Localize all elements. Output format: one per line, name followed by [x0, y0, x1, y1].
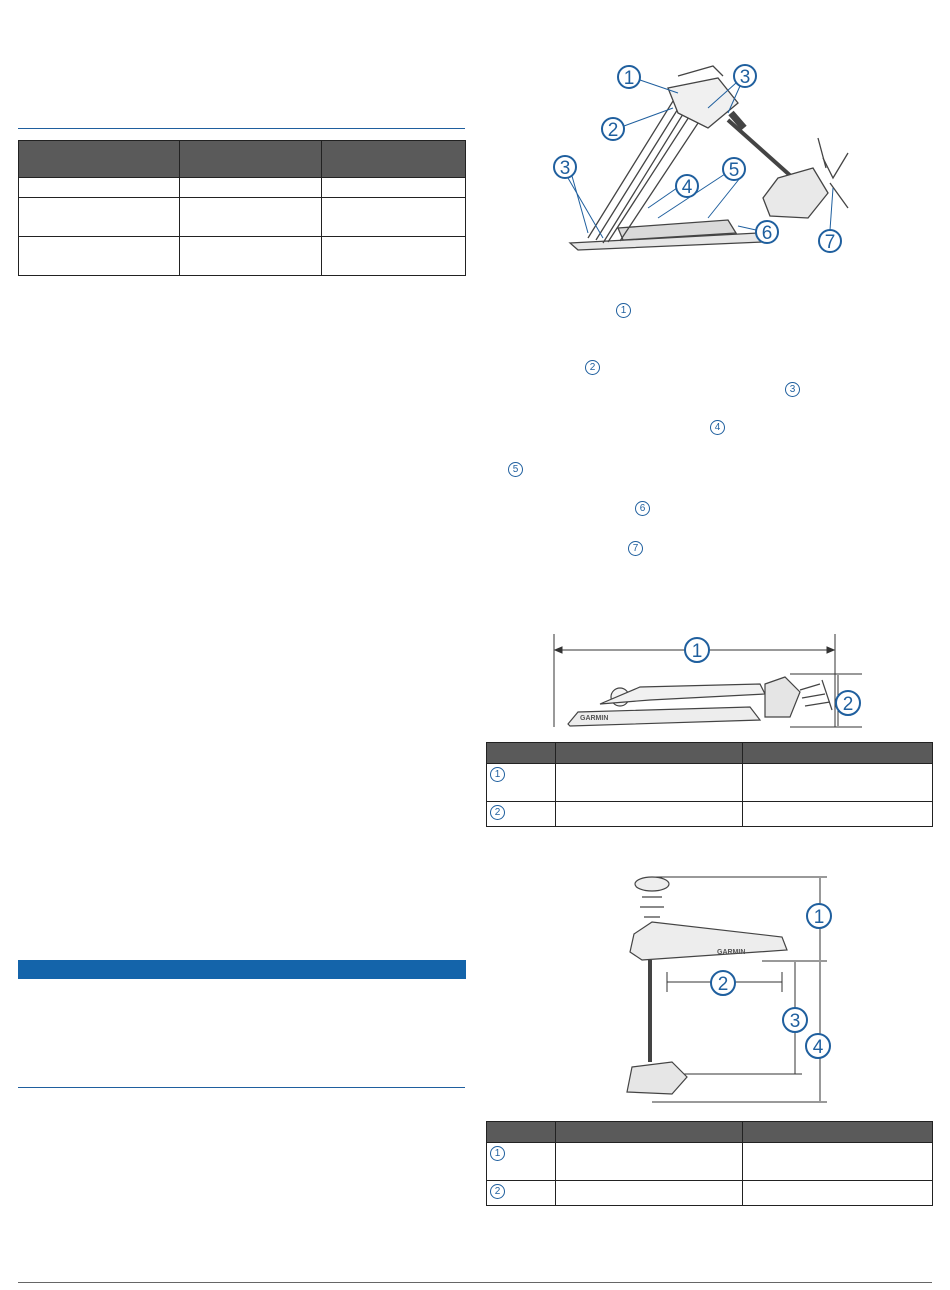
callout-3b: 3	[559, 158, 571, 179]
section-rule	[18, 1087, 465, 1088]
callout-6: 6	[761, 223, 773, 244]
legend-callout-6: 6	[635, 501, 650, 516]
row-callout: 1	[490, 1146, 505, 1161]
legend-callout-7: 7	[628, 541, 643, 556]
callout-2: 2	[607, 120, 619, 141]
legend-callout-1: 1	[616, 303, 631, 318]
stowed-dimensions-figure	[550, 632, 866, 730]
stowed-callout-2: 2	[842, 694, 854, 715]
notice-banner	[18, 960, 466, 979]
stowed-callout-1: 1	[691, 641, 703, 662]
deployed-callout-4: 4	[812, 1037, 824, 1058]
callout-3: 3	[739, 67, 751, 88]
callout-1: 1	[623, 68, 635, 89]
callout-4: 4	[681, 177, 693, 198]
motor-parts-figure	[548, 58, 858, 258]
deployed-dimensions-table	[486, 1121, 933, 1206]
row-callout: 1	[490, 767, 505, 782]
callout-7: 7	[824, 232, 836, 253]
table-row	[19, 237, 466, 276]
spec-section-rule	[18, 128, 465, 129]
callout-5: 5	[728, 160, 740, 181]
table-row	[487, 1143, 933, 1181]
deployed-brand-logo: GARMIN	[717, 949, 746, 956]
deployed-callout-3: 3	[789, 1011, 801, 1032]
deployed-dimensions-figure	[612, 872, 840, 1107]
table-row	[19, 198, 466, 237]
legend-callout-2: 2	[585, 360, 600, 375]
legend-callout-3: 3	[785, 382, 800, 397]
spec-table	[18, 140, 466, 276]
footer-rule	[18, 1282, 932, 1283]
table-row	[487, 764, 933, 802]
deployed-callout-2: 2	[717, 974, 729, 995]
stowed-brand-logo: GARMIN	[580, 715, 609, 722]
deployed-callout-1: 1	[813, 907, 825, 928]
legend-callout-5: 5	[508, 462, 523, 477]
motor-drawing	[570, 66, 848, 250]
table-row	[487, 802, 933, 827]
legend-callout-4: 4	[710, 420, 725, 435]
stowed-dimensions-table	[486, 742, 933, 827]
stowed-table-header	[487, 743, 933, 764]
row-callout: 2	[490, 1184, 505, 1199]
deployed-motor-drawing	[627, 877, 787, 1094]
deployed-table-header	[487, 1122, 933, 1143]
table-row	[19, 178, 466, 198]
table-row	[487, 1181, 933, 1206]
row-callout: 2	[490, 805, 505, 820]
spec-table-header	[19, 141, 466, 178]
